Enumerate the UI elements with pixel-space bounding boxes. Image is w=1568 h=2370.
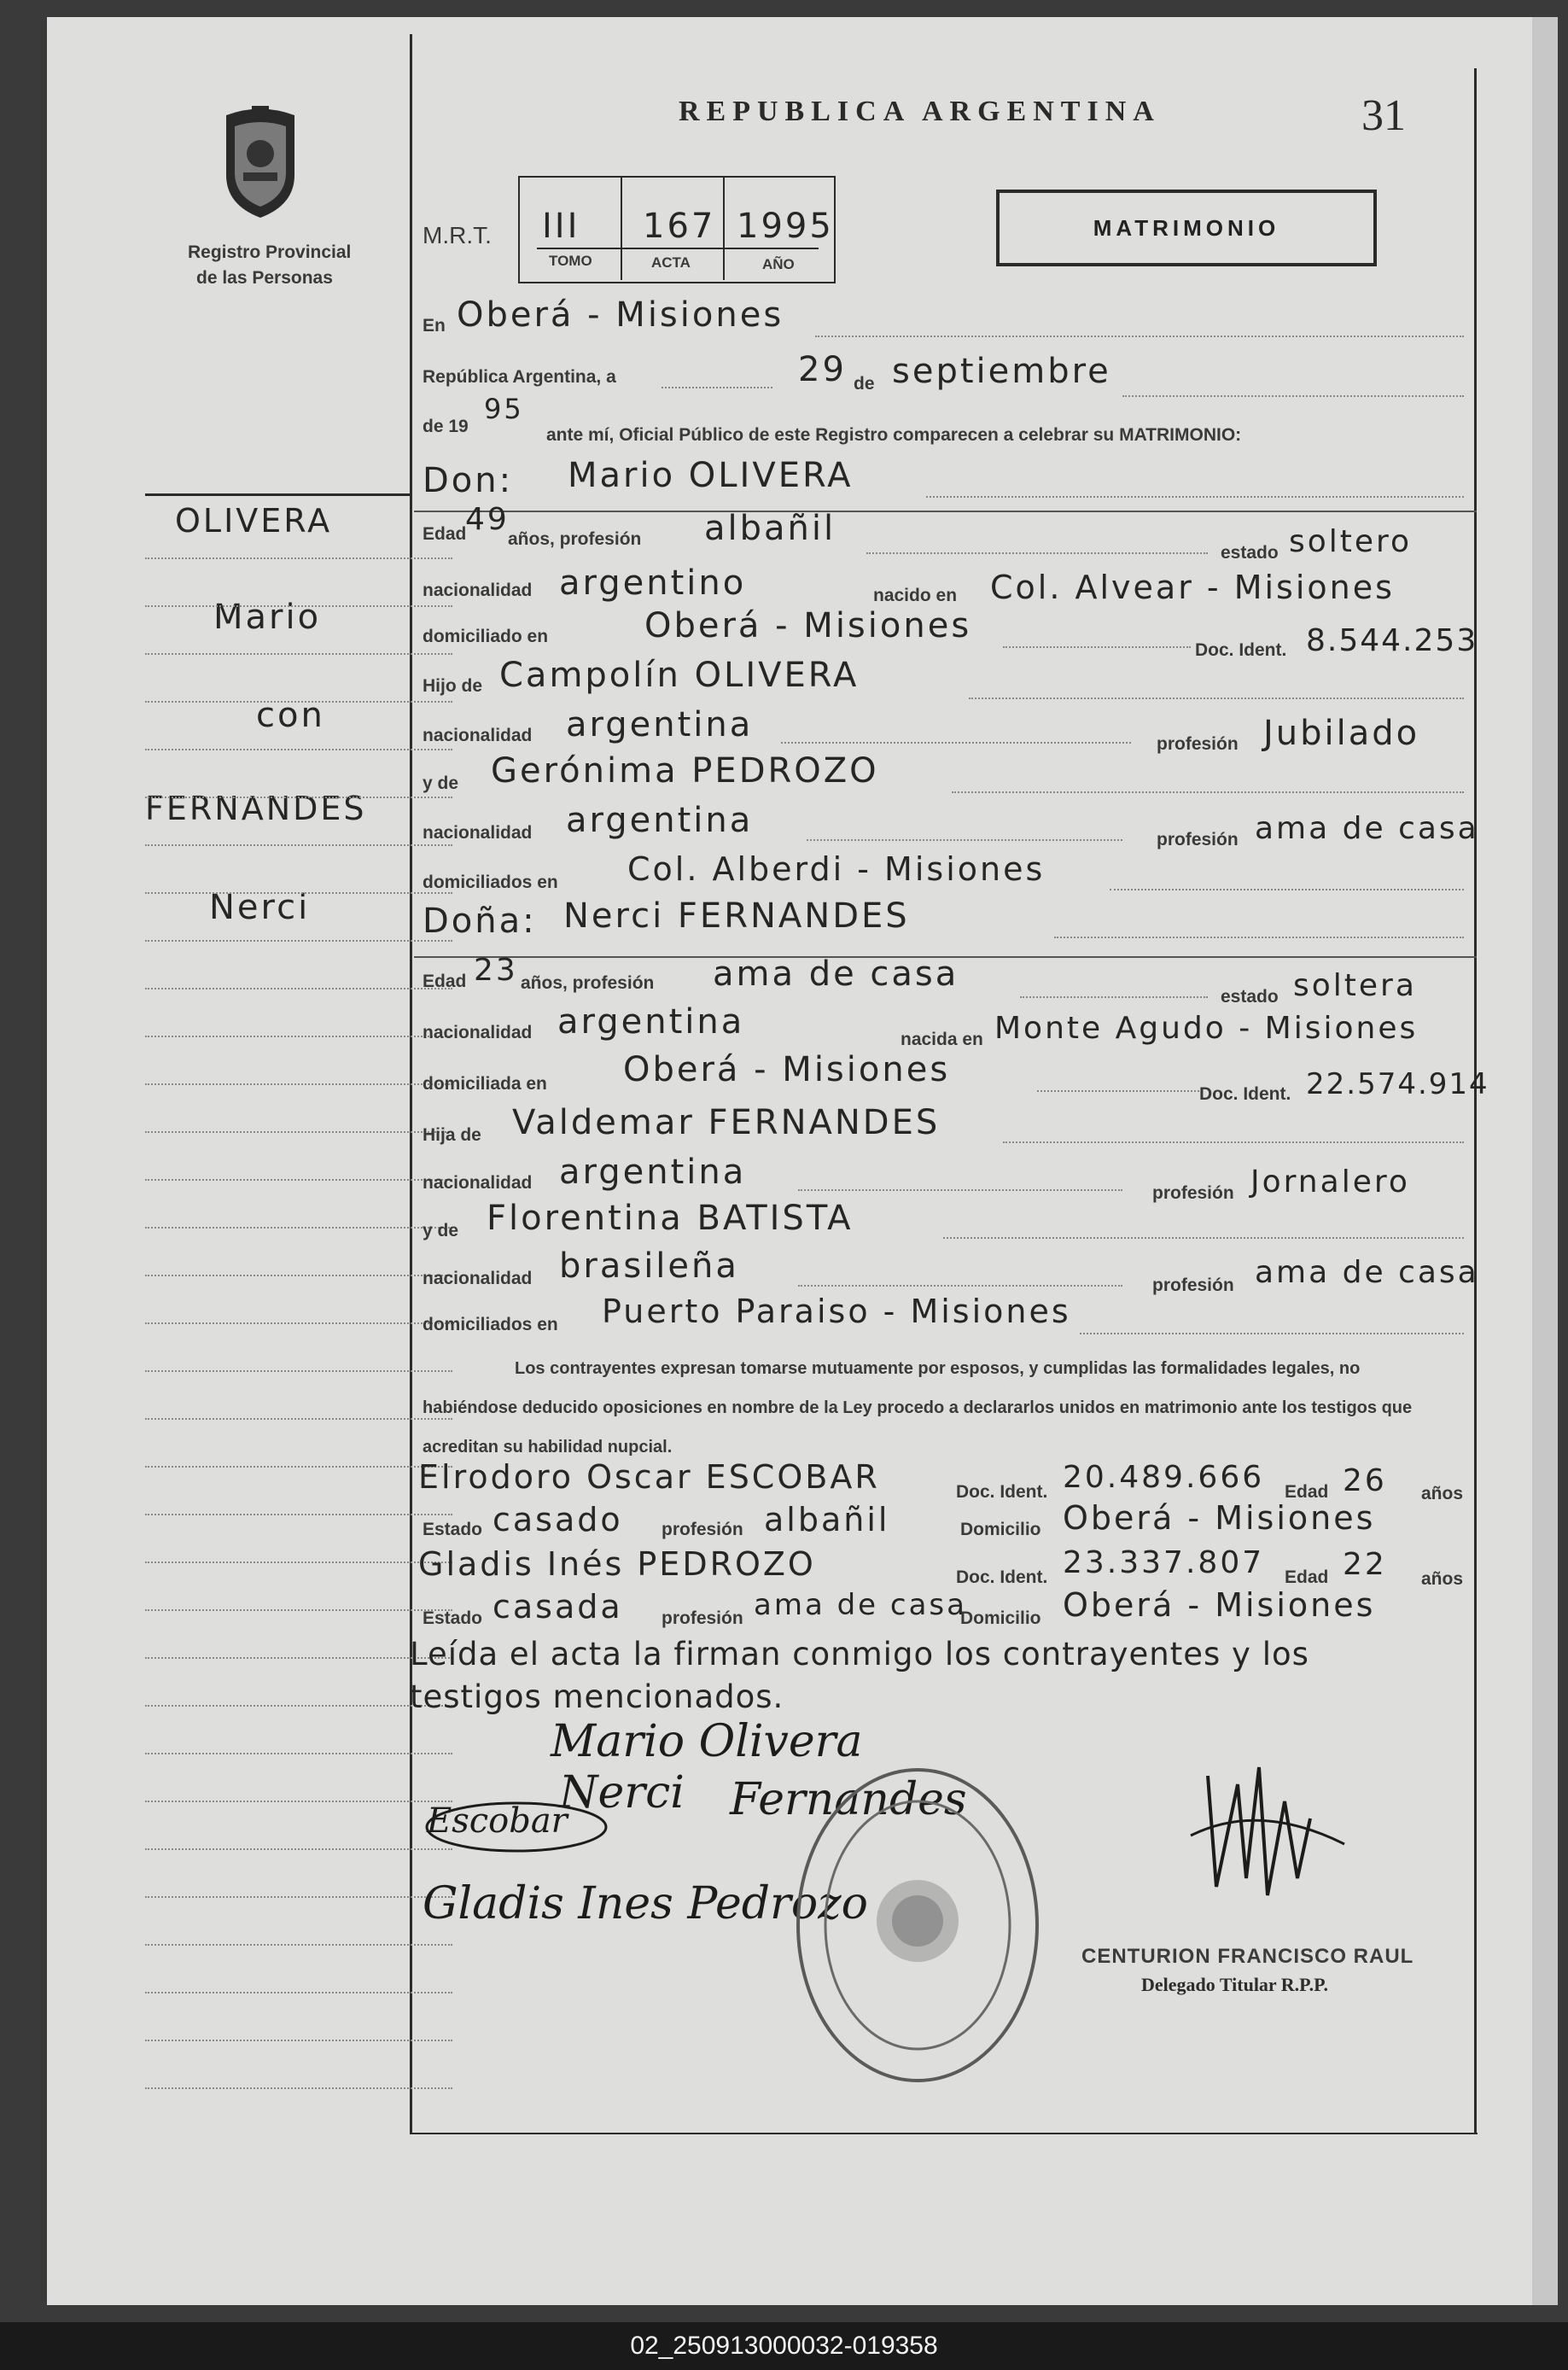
ledger-line xyxy=(145,1656,452,1659)
bride-edad: 23 xyxy=(474,953,518,988)
ledger-line xyxy=(145,844,452,846)
signature-witness2: Gladis Ines Pedrozo xyxy=(423,1878,868,1929)
witness2-profesion: ama de casa xyxy=(754,1588,967,1622)
bride-padre-nac-label: nacionalidad xyxy=(423,1173,533,1193)
ledger-line xyxy=(145,1561,452,1563)
groom-estado: soltero xyxy=(1289,524,1413,559)
bride-madre-underline xyxy=(943,1236,1464,1239)
ledger-line xyxy=(145,700,452,703)
declaration-text: Los contrayentes expresan tomarse mutuamente por esposos, y cumplidas las formalidades legales, no habiéndose deducido oposiciones en nombre de la Ley procedo a declararlos unidos en matrimonio ante los testigos que acreditan su habilidad nupcial. xyxy=(423,1359,1413,1456)
bride-doc: 22.574.914 xyxy=(1306,1067,1489,1101)
bride-padre-nac-underline xyxy=(798,1188,1122,1191)
margin-header-rule xyxy=(145,493,411,496)
registry-name-line2: de las Personas xyxy=(196,268,333,288)
day-value: 29 xyxy=(798,350,847,389)
margin-entry-surname-bride: FERNANDES xyxy=(145,790,367,827)
en-label: En xyxy=(423,316,446,336)
ledger-line xyxy=(145,2087,452,2089)
groom-estado-label: estado xyxy=(1221,543,1279,563)
bride-hija-label: Hija de xyxy=(423,1125,481,1145)
ledger-line xyxy=(145,1322,452,1324)
mrt-label-row-line xyxy=(537,248,819,249)
ledger-line xyxy=(145,652,452,655)
groom-madre-prof: ama de casa xyxy=(1255,811,1479,846)
groom-hijo-label: Hijo de xyxy=(423,676,483,696)
year-prefix-label: de 19 xyxy=(423,417,469,436)
ledger-line xyxy=(145,1513,452,1515)
official-title: Delegado Titular R.P.P. xyxy=(1141,1974,1329,1995)
mrt-label: M.R.T. xyxy=(423,222,492,248)
place-value: Oberá - Misiones xyxy=(457,295,784,335)
statement-text: ante mí, Oficial Público de este Registro comparecen a celebrar su MATRIMONIO: xyxy=(546,425,1242,445)
month-de-label: de xyxy=(854,374,875,394)
witness2-doc-label: Doc. Ident. xyxy=(956,1567,1048,1587)
groom-doms-label: domiciliados en xyxy=(423,873,558,892)
ledger-line xyxy=(145,987,452,989)
ledger-line xyxy=(145,748,452,750)
groom-nacionalidad: argentino xyxy=(559,563,747,603)
witness1-doc-label: Doc. Ident. xyxy=(956,1482,1048,1502)
page-number: 31 xyxy=(1361,91,1406,140)
right-border-line xyxy=(1474,68,1477,2134)
ledger-line xyxy=(145,2039,452,2041)
official-name: CENTURION FRANCISCO RAUL xyxy=(1081,1945,1414,1968)
groom-dom-underline xyxy=(1003,645,1191,648)
groom-madre-nac: argentina xyxy=(566,801,754,840)
file-caption: 02_250913000032-019358 xyxy=(0,2322,1568,2370)
mrt-divider-1 xyxy=(621,178,622,280)
ledger-line xyxy=(145,1991,452,1993)
ledger-line xyxy=(145,1083,452,1085)
ledger-line xyxy=(145,796,452,798)
acta-label: ACTA xyxy=(651,254,691,271)
margin-entry-name-groom: Mario xyxy=(213,598,322,637)
witness2-dom-label: Domicilio xyxy=(960,1608,1041,1628)
groom-padres-dom-underline xyxy=(1110,888,1464,890)
anio-label: AÑO xyxy=(762,256,795,272)
closing-note-line2: testigos mencionados. xyxy=(410,1678,784,1715)
witness2-domicilio: Oberá - Misiones xyxy=(1063,1586,1376,1624)
bride-title: Doña: xyxy=(423,902,537,941)
margin-entry-surname-groom: OLIVERA xyxy=(175,502,333,540)
signature-bride-last: Fernandes xyxy=(730,1774,967,1825)
witness2-estado: casada xyxy=(493,1588,623,1626)
register-page xyxy=(47,17,1558,2305)
bride-dom-label: domiciliada en xyxy=(423,1074,547,1094)
bride-madre-nac-underline xyxy=(798,1284,1122,1287)
bride-padre-prof: Jornalero xyxy=(1250,1165,1410,1200)
bride-dom-underline xyxy=(1037,1089,1199,1092)
closing-note-line1: Leída el acta la firman conmigo los contrayentes y los xyxy=(410,1636,1309,1672)
bride-anios-prof-label: años, profesión xyxy=(521,973,655,993)
tomo-value: III xyxy=(542,207,580,246)
witness1-anios-label: años xyxy=(1421,1484,1464,1503)
ledger-line xyxy=(145,1800,452,1802)
bride-madre: Florentina BATISTA xyxy=(487,1199,854,1238)
witness1-doc: 20.489.666 xyxy=(1063,1460,1265,1495)
witness1-prof-label: profesión xyxy=(662,1520,743,1539)
ledger-line xyxy=(145,1465,452,1468)
bride-doms-label: domiciliados en xyxy=(423,1315,558,1334)
ledger-line xyxy=(145,1704,452,1707)
groom-anios-prof-label: años, profesión xyxy=(508,529,642,549)
bride-edad-label: Edad xyxy=(423,972,467,991)
groom-name-underline xyxy=(926,495,1464,498)
groom-padre: Campolín OLIVERA xyxy=(499,656,860,695)
registry-emblem-icon xyxy=(218,102,303,222)
ledger-line xyxy=(145,891,452,894)
republica-label: República Argentina, a xyxy=(423,367,616,387)
bride-name-underline xyxy=(1054,936,1464,938)
signature-witness1: Escobar xyxy=(427,1801,568,1841)
ledger-line xyxy=(145,1943,452,1946)
ledger-line xyxy=(145,1226,452,1229)
tomo-label: TOMO xyxy=(549,253,592,269)
bride-domicilio: Oberá - Misiones xyxy=(623,1050,951,1089)
bottom-rule xyxy=(411,2133,1478,2134)
groom-nac-label: nacionalidad xyxy=(423,581,533,600)
witness2-edad: 22 xyxy=(1343,1547,1387,1582)
groom-name: Mario OLIVERA xyxy=(568,456,854,495)
ledger-line xyxy=(145,557,452,559)
ledger-line xyxy=(145,1752,452,1754)
doc-type-label: MATRIMONIO xyxy=(1093,215,1280,241)
bride-madre-nac: brasileña xyxy=(559,1246,739,1286)
groom-profesion: albañil xyxy=(704,509,836,548)
groom-section-rule xyxy=(414,511,1477,512)
groom-madre-underline xyxy=(952,791,1464,793)
witness2-anios-label: años xyxy=(1421,1569,1464,1589)
witness2-edad-label: Edad xyxy=(1285,1567,1329,1587)
bride-nacida: Monte Agudo - Misiones xyxy=(994,1011,1419,1046)
bride-doc-label: Doc. Ident. xyxy=(1199,1084,1291,1104)
groom-padre-prof-label: profesión xyxy=(1157,734,1239,754)
ledger-line xyxy=(145,1369,452,1372)
witness1-edad-label: Edad xyxy=(1285,1482,1329,1502)
witness1-signature-flourish-icon xyxy=(423,1793,627,1861)
official-seal-icon xyxy=(790,1759,1054,2092)
ledger-line xyxy=(145,1848,452,1850)
margin-entry-name-bride: Nerci xyxy=(209,888,311,927)
groom-edad: 49 xyxy=(465,502,510,537)
groom-madre-nac-underline xyxy=(807,838,1122,841)
ledger-line xyxy=(145,604,452,607)
bride-madre-nac-label: nacionalidad xyxy=(423,1269,533,1288)
ledger-line xyxy=(145,1035,452,1037)
month-value: septiembre xyxy=(892,352,1111,391)
groom-madre-nac-label: nacionalidad xyxy=(423,823,533,843)
bride-padre: Valdemar FERNANDES xyxy=(512,1103,941,1142)
groom-padre-prof: Jubilado xyxy=(1263,714,1420,753)
bride-padre-prof-label: profesión xyxy=(1152,1183,1234,1203)
witness1-domicilio: Oberá - Misiones xyxy=(1063,1499,1376,1537)
ledger-line xyxy=(145,1608,452,1611)
groom-madre-prof-label: profesión xyxy=(1157,830,1239,849)
registry-name-line1: Registro Provincial xyxy=(188,242,352,262)
bride-padres-dom-underline xyxy=(1080,1332,1464,1334)
bride-nacionalidad: argentina xyxy=(557,1002,745,1042)
bride-profesion: ama de casa xyxy=(713,954,959,994)
witness1-name: Elrodoro Oscar ESCOBAR xyxy=(418,1458,880,1496)
ledger-line xyxy=(145,1130,452,1133)
groom-doc-label: Doc. Ident. xyxy=(1195,640,1287,660)
groom-domicilio: Oberá - Misiones xyxy=(644,606,972,645)
signature-groom: Mario Olivera xyxy=(551,1716,863,1767)
margin-entry-con: con xyxy=(256,696,325,735)
mrt-divider-2 xyxy=(723,178,725,280)
groom-doc: 8.544.253 xyxy=(1306,623,1478,658)
bride-madre-prof-label: profesión xyxy=(1152,1275,1234,1295)
groom-yde-label: y de xyxy=(423,773,459,793)
witness2-estado-label: Estado xyxy=(423,1608,483,1628)
acta-value: 167 xyxy=(643,207,716,246)
bride-prof-underline xyxy=(1020,995,1208,998)
bride-padre-underline xyxy=(1003,1141,1464,1143)
ledger-line xyxy=(145,1895,452,1898)
bride-name: Nerci FERNANDES xyxy=(563,896,910,936)
groom-prof-underline xyxy=(866,552,1208,554)
ledger-line xyxy=(145,1274,452,1276)
witness1-estado: casado xyxy=(493,1501,623,1538)
bride-padres-dom: Puerto Paraiso - Misiones xyxy=(602,1293,1071,1330)
witness2-name: Gladis Inés PEDROZO xyxy=(418,1545,816,1583)
witness2-prof-label: profesión xyxy=(662,1608,743,1628)
groom-nacido: Col. Alvear - Misiones xyxy=(990,569,1395,606)
book-cover-edge xyxy=(1532,17,1558,2305)
month-underline xyxy=(1122,394,1464,397)
bride-estado: soltera xyxy=(1293,968,1417,1003)
bride-madre-prof: ama de casa xyxy=(1255,1255,1479,1290)
groom-nacido-label: nacido en xyxy=(873,586,958,605)
official-signature-icon xyxy=(1157,1750,1379,1921)
groom-dom-label: domiciliado en xyxy=(423,627,549,646)
ledger-line xyxy=(145,939,452,942)
groom-madre: Gerónima PEDROZO xyxy=(491,751,879,791)
place-underline xyxy=(815,335,1464,337)
groom-padre-nac: argentina xyxy=(566,705,754,744)
doc-type-box xyxy=(996,190,1377,266)
groom-padre-underline xyxy=(969,697,1464,699)
groom-edad-label: Edad xyxy=(423,524,467,544)
witness1-profesion: albañil xyxy=(764,1501,890,1538)
bride-nacida-label: nacida en xyxy=(901,1030,983,1049)
anio-value: 1995 xyxy=(737,207,834,246)
bride-padre-nac: argentina xyxy=(559,1153,747,1192)
ledger-line xyxy=(145,1417,452,1420)
country-title: REPUBLICA ARGENTINA xyxy=(679,96,1161,127)
bride-nac-label: nacionalidad xyxy=(423,1023,533,1042)
groom-title: Don: xyxy=(423,461,514,500)
witness1-edad: 26 xyxy=(1343,1463,1387,1498)
year-suffix-value: 95 xyxy=(484,393,524,425)
day-underline xyxy=(662,386,772,388)
signature-bride-first: Nerci xyxy=(559,1767,685,1818)
witness2-doc: 23.337.807 xyxy=(1063,1545,1265,1580)
witness1-estado-label: Estado xyxy=(423,1520,483,1539)
groom-padre-nac-label: nacionalidad xyxy=(423,726,533,745)
bride-estado-label: estado xyxy=(1221,987,1279,1007)
ledger-line xyxy=(145,1178,452,1181)
bride-yde-label: y de xyxy=(423,1221,459,1240)
witness1-dom-label: Domicilio xyxy=(960,1520,1041,1539)
groom-padres-dom: Col. Alberdi - Misiones xyxy=(627,850,1046,888)
groom-padre-nac-underline xyxy=(781,741,1131,744)
